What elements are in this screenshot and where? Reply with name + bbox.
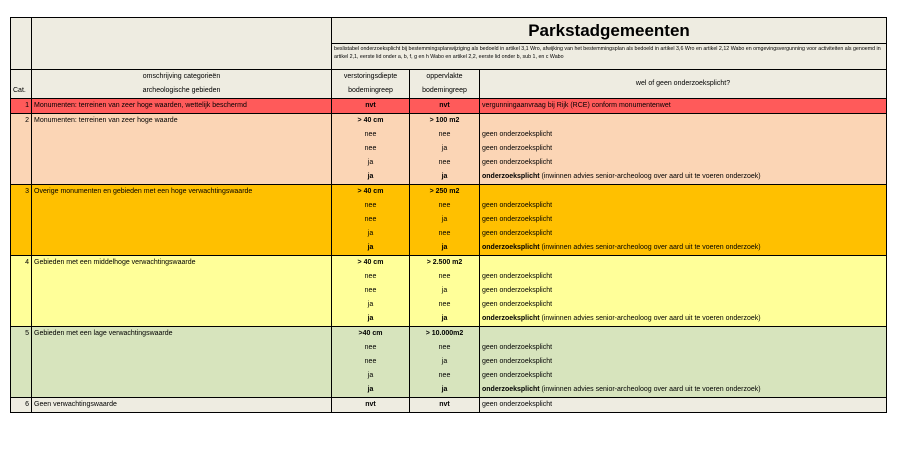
category-number bbox=[11, 241, 32, 256]
header-opp-1: oppervlakte bbox=[410, 70, 480, 85]
category-number bbox=[11, 341, 32, 355]
header-omschrijving-1: omschrijving categorieën bbox=[32, 70, 332, 85]
obligation-text: (inwinnen advies senior-archeoloog over aard uit te voeren onderzoek) bbox=[539, 173, 761, 180]
category-number bbox=[11, 170, 32, 185]
area-value: ja bbox=[410, 241, 480, 256]
table-row bbox=[11, 312, 887, 327]
depth-value: nee bbox=[332, 199, 410, 213]
decision-table-sheet bbox=[10, 17, 886, 413]
table-row bbox=[11, 341, 887, 355]
depth-value: > 40 cm bbox=[332, 185, 410, 200]
obligation-cell bbox=[480, 383, 887, 398]
table-row bbox=[11, 227, 887, 241]
depth-value: nee bbox=[332, 341, 410, 355]
obligation-cell bbox=[480, 227, 887, 241]
area-value: > 2.500 m2 bbox=[410, 256, 480, 271]
area-value: ja bbox=[410, 312, 480, 327]
depth-value: nvt bbox=[332, 398, 410, 413]
obligation-bold: onderzoeksplicht bbox=[482, 315, 540, 322]
category-number bbox=[11, 142, 32, 156]
obligation-cell bbox=[480, 284, 887, 298]
table-row bbox=[11, 199, 887, 213]
depth-value: ja bbox=[332, 227, 410, 241]
category-name bbox=[32, 241, 332, 256]
area-value: ja bbox=[410, 213, 480, 227]
obligation-text: geen onderzoeksplicht bbox=[482, 287, 553, 294]
depth-value: nee bbox=[332, 270, 410, 284]
table-row bbox=[11, 156, 887, 170]
category-name bbox=[32, 270, 332, 284]
category-name bbox=[32, 227, 332, 241]
obligation-text: (inwinnen advies senior-archeoloog over aard uit te voeren onderzoek) bbox=[539, 315, 761, 322]
category-number: 1 bbox=[11, 99, 32, 114]
obligation-cell bbox=[480, 256, 887, 271]
area-value: ja bbox=[410, 284, 480, 298]
area-value: > 10.000m2 bbox=[410, 327, 480, 342]
obligation-cell bbox=[480, 341, 887, 355]
area-value: nee bbox=[410, 128, 480, 142]
area-value: > 250 m2 bbox=[410, 185, 480, 200]
obligation-text: geen onderzoeksplicht bbox=[482, 372, 553, 379]
obligation-text: geen onderzoeksplicht bbox=[482, 216, 553, 223]
category-name: Gebieden met een middelhoge verwachtingswaarde bbox=[32, 256, 332, 271]
table-row bbox=[11, 369, 887, 383]
obligation-cell bbox=[480, 114, 887, 129]
obligation-text: (inwinnen advies senior-archeoloog over aard uit te voeren onderzoek) bbox=[539, 244, 761, 251]
depth-value: ja bbox=[332, 298, 410, 312]
category-name: Monumenten: terreinen van zeer hoge waarden, wettelijk beschermd bbox=[32, 99, 332, 114]
obligation-cell bbox=[480, 156, 887, 170]
table-description: beslistabel onderzoeksplicht bij bestemmingsplanwijziging als bedoeld in artikel 3,1 Wro, afwijking van het bestemmingsplan als bedoeld in artikel 3,6 Wro en artikel 2,12 Wabo en omgevingsvergunning voor activiteiten als genoemd in artikel 2,1, eerste lid onder a, b, f, g en h Wabo en artikel 2,2, eerste lid onder b, sub 1, en c Wabo bbox=[332, 44, 887, 70]
obligation-cell bbox=[480, 327, 887, 342]
area-value: ja bbox=[410, 170, 480, 185]
category-name bbox=[32, 199, 332, 213]
category-name bbox=[32, 383, 332, 398]
table-row bbox=[11, 170, 887, 185]
header-diepte-1: verstoringsdiepte bbox=[332, 70, 410, 85]
category-name bbox=[32, 142, 332, 156]
depth-value: nee bbox=[332, 355, 410, 369]
category-name bbox=[32, 341, 332, 355]
category-number bbox=[11, 227, 32, 241]
obligation-text: geen onderzoeksplicht bbox=[482, 202, 553, 209]
table-row bbox=[11, 213, 887, 227]
area-value: nee bbox=[410, 298, 480, 312]
category-number bbox=[11, 199, 32, 213]
category-number: 5 bbox=[11, 327, 32, 342]
category-number bbox=[11, 284, 32, 298]
obligation-text: geen onderzoeksplicht bbox=[482, 159, 553, 166]
depth-value: ja bbox=[332, 241, 410, 256]
category-name bbox=[32, 298, 332, 312]
header-opp-2: bodemingreep bbox=[410, 84, 480, 99]
obligation-text: vergunningaanvraag bij Rijk (RCE) conform monumentenwet bbox=[482, 102, 671, 109]
area-value: nee bbox=[410, 199, 480, 213]
category-number bbox=[11, 156, 32, 170]
category-name bbox=[32, 369, 332, 383]
header-cat-top bbox=[11, 70, 32, 85]
depth-value: >40 cm bbox=[332, 327, 410, 342]
category-name bbox=[32, 128, 332, 142]
area-value: nee bbox=[410, 270, 480, 284]
obligation-cell bbox=[480, 99, 887, 114]
obligation-text: geen onderzoeksplicht bbox=[482, 273, 553, 280]
depth-value: nvt bbox=[332, 99, 410, 114]
area-value: nee bbox=[410, 156, 480, 170]
category-name bbox=[32, 213, 332, 227]
table-row bbox=[11, 284, 887, 298]
area-value: nvt bbox=[410, 99, 480, 114]
obligation-text: geen onderzoeksplicht bbox=[482, 230, 553, 237]
category-name bbox=[32, 170, 332, 185]
category-name bbox=[32, 284, 332, 298]
obligation-cell bbox=[480, 170, 887, 185]
category-number: 4 bbox=[11, 256, 32, 271]
depth-value: nee bbox=[332, 142, 410, 156]
category-number: 2 bbox=[11, 114, 32, 129]
category-number: 6 bbox=[11, 398, 32, 413]
table-row bbox=[11, 298, 887, 312]
category-name: Monumenten: terreinen van zeer hoge waarde bbox=[32, 114, 332, 129]
obligation-cell bbox=[480, 199, 887, 213]
obligation-cell bbox=[480, 369, 887, 383]
page-title: Parkstadgemeenten bbox=[332, 18, 887, 44]
table-row bbox=[11, 270, 887, 284]
header-blank-cat bbox=[11, 18, 32, 70]
table-row bbox=[11, 327, 887, 342]
area-value: > 100 m2 bbox=[410, 114, 480, 129]
depth-value: nee bbox=[332, 128, 410, 142]
obligation-cell bbox=[480, 128, 887, 142]
header-omschrijving-2: archeologische gebieden bbox=[32, 84, 332, 99]
depth-value: ja bbox=[332, 156, 410, 170]
obligation-text: geen onderzoeksplicht bbox=[482, 401, 553, 408]
table-row bbox=[11, 398, 887, 413]
depth-value: > 40 cm bbox=[332, 256, 410, 271]
depth-value: > 40 cm bbox=[332, 114, 410, 129]
area-value: nvt bbox=[410, 398, 480, 413]
category-name bbox=[32, 156, 332, 170]
area-value: ja bbox=[410, 355, 480, 369]
obligation-cell bbox=[480, 355, 887, 369]
obligation-text: geen onderzoeksplicht bbox=[482, 358, 553, 365]
depth-value: ja bbox=[332, 383, 410, 398]
area-value: ja bbox=[410, 383, 480, 398]
depth-value: nee bbox=[332, 284, 410, 298]
obligation-cell bbox=[480, 241, 887, 256]
depth-value: ja bbox=[332, 312, 410, 327]
category-number bbox=[11, 128, 32, 142]
header-diepte-2: bodemingreep bbox=[332, 84, 410, 99]
obligation-text: geen onderzoeksplicht bbox=[482, 301, 553, 308]
category-name bbox=[32, 312, 332, 327]
decision-table bbox=[10, 17, 887, 413]
category-number: 3 bbox=[11, 185, 32, 200]
table-row bbox=[11, 142, 887, 156]
obligation-cell bbox=[480, 312, 887, 327]
category-number bbox=[11, 369, 32, 383]
category-name bbox=[32, 355, 332, 369]
table-row bbox=[11, 185, 887, 200]
obligation-text: geen onderzoeksplicht bbox=[482, 145, 553, 152]
header-blank-desc bbox=[32, 18, 332, 70]
obligation-text: geen onderzoeksplicht bbox=[482, 344, 553, 351]
table-row bbox=[11, 256, 887, 271]
header-plicht: wel of geen onderzoeksplicht? bbox=[480, 70, 887, 99]
category-number bbox=[11, 270, 32, 284]
obligation-cell bbox=[480, 213, 887, 227]
area-value: nee bbox=[410, 369, 480, 383]
obligation-cell bbox=[480, 298, 887, 312]
category-number bbox=[11, 298, 32, 312]
header-cat: Cat. bbox=[11, 84, 32, 99]
table-row bbox=[11, 99, 887, 114]
obligation-cell bbox=[480, 185, 887, 200]
depth-value: nee bbox=[332, 213, 410, 227]
area-value: nee bbox=[410, 227, 480, 241]
depth-value: ja bbox=[332, 170, 410, 185]
table-row bbox=[11, 114, 887, 129]
category-name: Gebieden met een lage verwachtingswaarde bbox=[32, 327, 332, 342]
category-number bbox=[11, 355, 32, 369]
table-row bbox=[11, 383, 887, 398]
obligation-cell bbox=[480, 398, 887, 413]
obligation-text: (inwinnen advies senior-archeoloog over aard uit te voeren onderzoek) bbox=[539, 386, 761, 393]
category-number bbox=[11, 312, 32, 327]
depth-value: ja bbox=[332, 369, 410, 383]
table-row bbox=[11, 355, 887, 369]
category-number bbox=[11, 383, 32, 398]
obligation-cell bbox=[480, 142, 887, 156]
category-number bbox=[11, 213, 32, 227]
obligation-bold: onderzoeksplicht bbox=[482, 244, 540, 251]
category-name: Geen verwachtingswaarde bbox=[32, 398, 332, 413]
area-value: nee bbox=[410, 341, 480, 355]
obligation-text: geen onderzoeksplicht bbox=[482, 131, 553, 138]
category-name: Overige monumenten en gebieden met een hoge verwachtingswaarde bbox=[32, 185, 332, 200]
table-row bbox=[11, 128, 887, 142]
obligation-bold: onderzoeksplicht bbox=[482, 173, 540, 180]
obligation-bold: onderzoeksplicht bbox=[482, 386, 540, 393]
area-value: ja bbox=[410, 142, 480, 156]
obligation-cell bbox=[480, 270, 887, 284]
table-row bbox=[11, 241, 887, 256]
